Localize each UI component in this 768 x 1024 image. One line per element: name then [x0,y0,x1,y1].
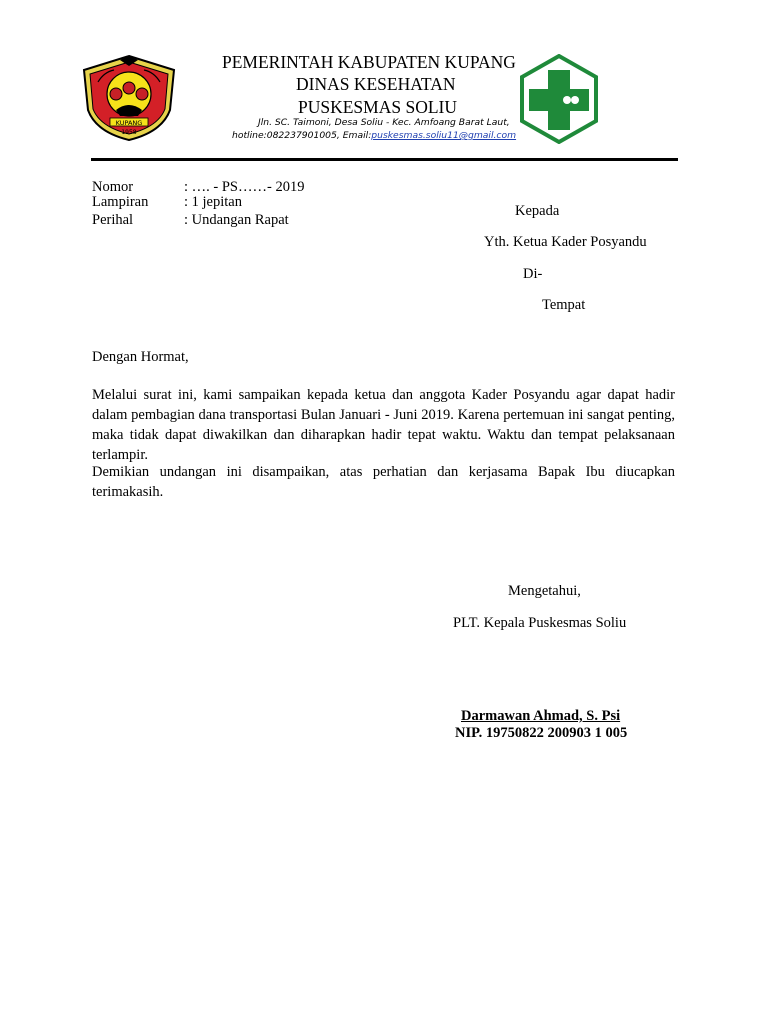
salutation: Dengan Hormat, [92,349,189,365]
recipient-di: Di- [523,266,543,282]
svg-text:KUPANG: KUPANG [115,119,143,127]
header-puskesmas: PUSKESMAS SOLIU [298,97,457,117]
perihal-label: Perihal [92,212,134,228]
puskesmas-logo [514,54,604,144]
recipient-title: Yth. Ketua Kader Posyandu [484,234,647,250]
lampiran-value: : 1 jepitan [184,194,242,210]
signature-nip: NIP. 19750822 200903 1 005 [455,725,628,741]
header-contact [232,131,516,140]
signature-acknowledged: Mengetahui, [508,583,581,599]
lampiran-label: Lampiran [92,194,149,210]
signature-position: PLT. Kepala Puskesmas Soliu [453,615,627,631]
header-department: DINAS KESEHATAN [296,74,456,94]
header-email-link[interactable]: puskesmas.soliu11@gmail.com [371,130,517,141]
nomor-label: Nomor [92,179,134,195]
signature-name: Darmawan Ahmad, S. Psi [461,708,621,724]
recipient-tempat: Tempat [542,297,586,313]
header-government: PEMERINTAH KABUPATEN KUPANG [222,52,516,72]
header-divider [91,158,678,161]
body-paragraph-2: Demikian undangan ini disampaikan, atas perhatian dan kerjasama Bapak Ibu diucapkan terimakasih. [92,464,675,500]
header-address: Jln. SC. Taimoni, Desa Soliu - Kec. Amfoang Barat Laut, [258,117,510,128]
perihal-value: : Undangan Rapat [184,212,289,228]
svg-text:1958: 1958 [121,129,137,136]
body-paragraph-1: Melalui surat ini, kami sampaikan kepada ketua dan anggota Kader Posyandu agar dapat hadir dalam pembagian dana transportasi Bulan Januari - Juni 2019. Karena pertemuan ini sangat penting, maka tidak dapat diwakilkan dan diharapkan hadir tepat waktu. Waktu dan tempat pelaksanaan terlampir. [92,387,675,463]
nomor-value: : …. - PS……- 2019 [184,179,305,195]
header-contact-prefix: hotline:082237901005, Email: [232,130,372,141]
recipient-kepada: Kepada [515,203,560,219]
kupang-emblem-logo [80,54,178,142]
